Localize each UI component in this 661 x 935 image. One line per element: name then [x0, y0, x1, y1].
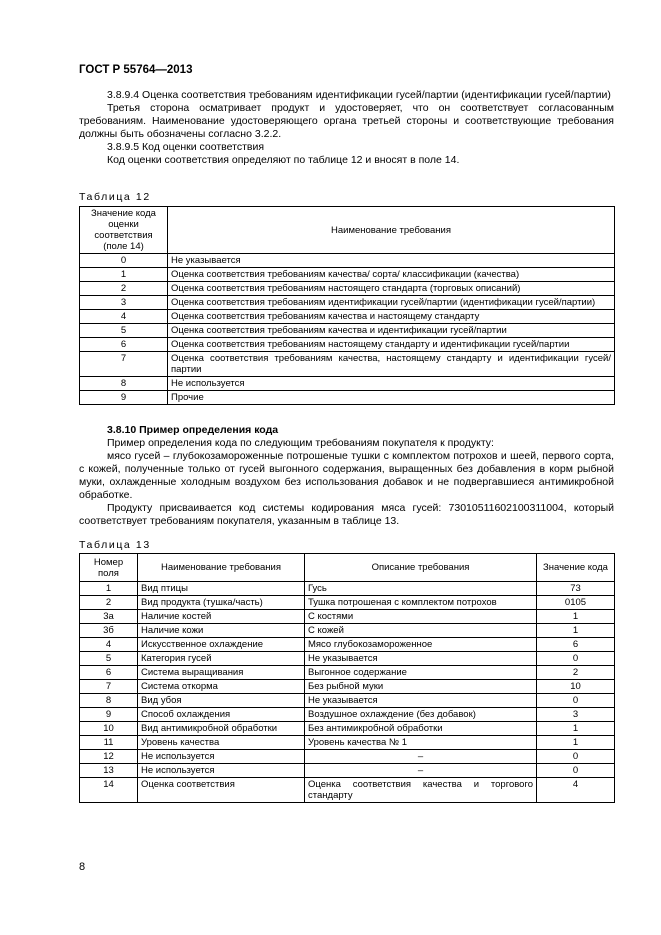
table-12-code-cell: 8	[80, 377, 168, 391]
table-13-description-cell: Уровень качества № 1	[305, 736, 537, 750]
table-13-field-cell: 10	[80, 722, 138, 736]
table-row	[80, 666, 615, 680]
table-13-name-cell: Уровень качества	[138, 736, 305, 750]
table-12-code-cell: 1	[80, 268, 168, 282]
table-12-name-cell: Не используется	[168, 377, 615, 391]
table-row	[80, 722, 615, 736]
table-13-name-cell: Искусственное охлаждение	[138, 638, 305, 652]
table-12-name-cell: Прочие	[168, 391, 615, 405]
table-row	[80, 391, 615, 405]
table-13-field-cell: 4	[80, 638, 138, 652]
table-12-code-cell: 2	[80, 282, 168, 296]
table-13-description-cell: –	[305, 764, 537, 778]
table-13-field-cell: 2	[80, 596, 138, 610]
table-12-code-cell: 5	[80, 324, 168, 338]
table-13-field-cell: 11	[80, 736, 138, 750]
table-row	[80, 708, 615, 722]
table-row	[80, 296, 615, 310]
table-12-code-cell: 3	[80, 296, 168, 310]
table-13-caption: Таблица 13	[79, 539, 151, 551]
table-12-header-code: Значение кода оценки соответствия (поле 14)	[80, 207, 168, 254]
table-13-header-value: Значение кода	[537, 554, 615, 582]
table-12-name-cell: Оценка соответствия требованиям настоящего стандарта (торговых описаний)	[168, 282, 615, 296]
table-13-name-cell: Оценка соответствия	[138, 778, 305, 803]
table-13-name-cell: Вид птицы	[138, 582, 305, 596]
table-13-name-cell: Система выращивания	[138, 666, 305, 680]
table-13-field-cell: 7	[80, 680, 138, 694]
table-13-header-field: Номер поля	[80, 554, 138, 582]
table-13-name-cell: Категория гусей	[138, 652, 305, 666]
table-13-description-cell: –	[305, 750, 537, 764]
table-13-description-cell: С костями	[305, 610, 537, 624]
page-number: 8	[79, 861, 86, 873]
table-13-name-cell: Система откорма	[138, 680, 305, 694]
table-row	[80, 596, 615, 610]
table-13-name-cell: Наличие кожи	[138, 624, 305, 638]
table-12-code-cell: 4	[80, 310, 168, 324]
table-row	[80, 638, 615, 652]
table-13-value-cell: 2	[537, 666, 615, 680]
table-12-name-cell: Оценка соответствия требованиям качества/ сорта/ классификации (качества)	[168, 268, 615, 282]
table-13-name-cell: Не используется	[138, 764, 305, 778]
table-13-name-cell: Наличие костей	[138, 610, 305, 624]
table-13-description-cell: С кожей	[305, 624, 537, 638]
table-row	[80, 324, 615, 338]
table-13-value-cell: 0	[537, 652, 615, 666]
paragraph: Продукту присваивается код системы кодирования мяса гусей: 73010511602100311004, который соответствует требованиям покупателя, указанным в таблице 13.	[79, 502, 614, 527]
paragraph: Пример определения кода по следующим требованиям покупателя к продукту:	[107, 437, 494, 449]
table-13-description-cell: Воздушное охлаждение (без добавок)	[305, 708, 537, 722]
table-13-value-cell: 0	[537, 764, 615, 778]
table-13-field-cell: 6	[80, 666, 138, 680]
table-13-value-cell: 1	[537, 624, 615, 638]
table-13-field-cell: 1	[80, 582, 138, 596]
table-12-header-name: Наименование требования	[168, 207, 615, 254]
document-header: ГОСТ Р 55764—2013	[79, 64, 193, 76]
table-13-value-cell: 6	[537, 638, 615, 652]
table-13-name-cell: Вид продукта (тушка/часть)	[138, 596, 305, 610]
table-13-field-cell: 14	[80, 778, 138, 803]
table-13-name-cell: Способ охлаждения	[138, 708, 305, 722]
table-12	[79, 206, 615, 405]
table-13-value-cell: 0105	[537, 596, 615, 610]
table-13-value-cell: 0	[537, 750, 615, 764]
table-13-field-cell: 5	[80, 652, 138, 666]
table-13-value-cell: 4	[537, 778, 615, 803]
table-13-description-cell: Без антимикробной обработки	[305, 722, 537, 736]
paragraph: мясо гусей – глубокозамороженные потрошеные тушки с комплектом потрохов и шеей, первого сорта, с кожей, полученные только от гусей выгонного содержания, выращенных без добавления в корм рыбной муки, охлажденные холодным воздухом без использования добавок и не подвергавшиеся антимикробной обработке.	[79, 450, 614, 501]
table-row	[80, 282, 615, 296]
table-12-caption: Таблица 12	[79, 191, 151, 203]
example-heading: 3.8.10 Пример определения кода	[107, 424, 279, 436]
table-12-code-cell: 9	[80, 391, 168, 405]
table-13-field-cell: 3б	[80, 624, 138, 638]
table-row	[80, 652, 615, 666]
table-13-description-cell: Не указывается	[305, 694, 537, 708]
table-13-description-cell: Выгонное содержание	[305, 666, 537, 680]
table-row	[80, 694, 615, 708]
table-13-name-cell: Не используется	[138, 750, 305, 764]
table-row	[80, 352, 615, 377]
table-row	[80, 778, 615, 803]
table-13-field-cell: 12	[80, 750, 138, 764]
table-13-description-cell: Не указывается	[305, 652, 537, 666]
table-13-name-cell: Вид антимикробной обработки	[138, 722, 305, 736]
paragraph: 3.8.9.5 Код оценки соответствия	[107, 141, 265, 153]
table-12-code-cell: 6	[80, 338, 168, 352]
table-row	[80, 624, 615, 638]
table-row	[80, 610, 615, 624]
table-13-field-cell: 9	[80, 708, 138, 722]
table-row	[80, 268, 615, 282]
paragraph: Третья сторона осматривает продукт и удостоверяет, что он соответствует согласованным требованиям. Наименование удостоверяющего органа третьей стороны и соответствующие требования должны быть обозначены согласно 3.2.2.	[79, 102, 614, 140]
table-13-value-cell: 0	[537, 694, 615, 708]
table-12-code-cell: 7	[80, 352, 168, 377]
table-13-value-cell: 1	[537, 722, 615, 736]
table-13-body	[80, 582, 615, 803]
table-13-field-cell: 8	[80, 694, 138, 708]
table-row	[80, 582, 615, 596]
table-13-value-cell: 1	[537, 736, 615, 750]
table-row	[80, 377, 615, 391]
table-12-name-cell: Оценка соответствия требованиям качества и идентификации гусей/партии	[168, 324, 615, 338]
table-12-name-cell: Оценка соответствия требованиям качества и настоящему стандарту	[168, 310, 615, 324]
table-12-body	[80, 254, 615, 405]
table-12-name-cell: Оценка соответствия требованиям настоящему стандарту и идентификации гусей/партии	[168, 338, 615, 352]
table-row	[80, 338, 615, 352]
table-13-description-cell: Тушка потрошеная с комплектом потрохов	[305, 596, 537, 610]
table-13-description-cell: Оценка соответствия качества и торгового стандарту	[305, 778, 537, 803]
table-13-description-cell: Мясо глубокозамороженное	[305, 638, 537, 652]
table-12-code-cell: 0	[80, 254, 168, 268]
paragraph: 3.8.9.4 Оценка соответствия требованиям идентификации гусей/партии (идентификации гусей/партии)	[107, 89, 611, 101]
table-row	[80, 310, 615, 324]
table-row	[80, 764, 615, 778]
table-13-header-name: Наименование требования	[138, 554, 305, 582]
table-row	[80, 680, 615, 694]
table-13-field-cell: 13	[80, 764, 138, 778]
table-row	[80, 736, 615, 750]
table-row	[80, 750, 615, 764]
table-13-value-cell: 3	[537, 708, 615, 722]
table-12-name-cell: Не указывается	[168, 254, 615, 268]
table-13-name-cell: Вид убоя	[138, 694, 305, 708]
table-13-value-cell: 73	[537, 582, 615, 596]
table-13-value-cell: 10	[537, 680, 615, 694]
table-13-value-cell: 1	[537, 610, 615, 624]
table-13	[79, 553, 615, 803]
paragraph: Код оценки соответствия определяют по таблице 12 и вносят в поле 14.	[107, 154, 460, 166]
table-13-description-cell: Гусь	[305, 582, 537, 596]
table-13-header-description: Описание требования	[305, 554, 537, 582]
table-13-description-cell: Без рыбной муки	[305, 680, 537, 694]
table-row	[80, 254, 615, 268]
intro-text	[79, 89, 614, 167]
example-text	[79, 424, 614, 528]
table-13-field-cell: 3а	[80, 610, 138, 624]
table-12-name-cell: Оценка соответствия требованиям качества, настоящему стандарту и идентификации гусей/партии	[168, 352, 615, 377]
table-12-name-cell: Оценка соответствия требованиям идентификации гусей/партии (идентификации гусей/партии)	[168, 296, 615, 310]
